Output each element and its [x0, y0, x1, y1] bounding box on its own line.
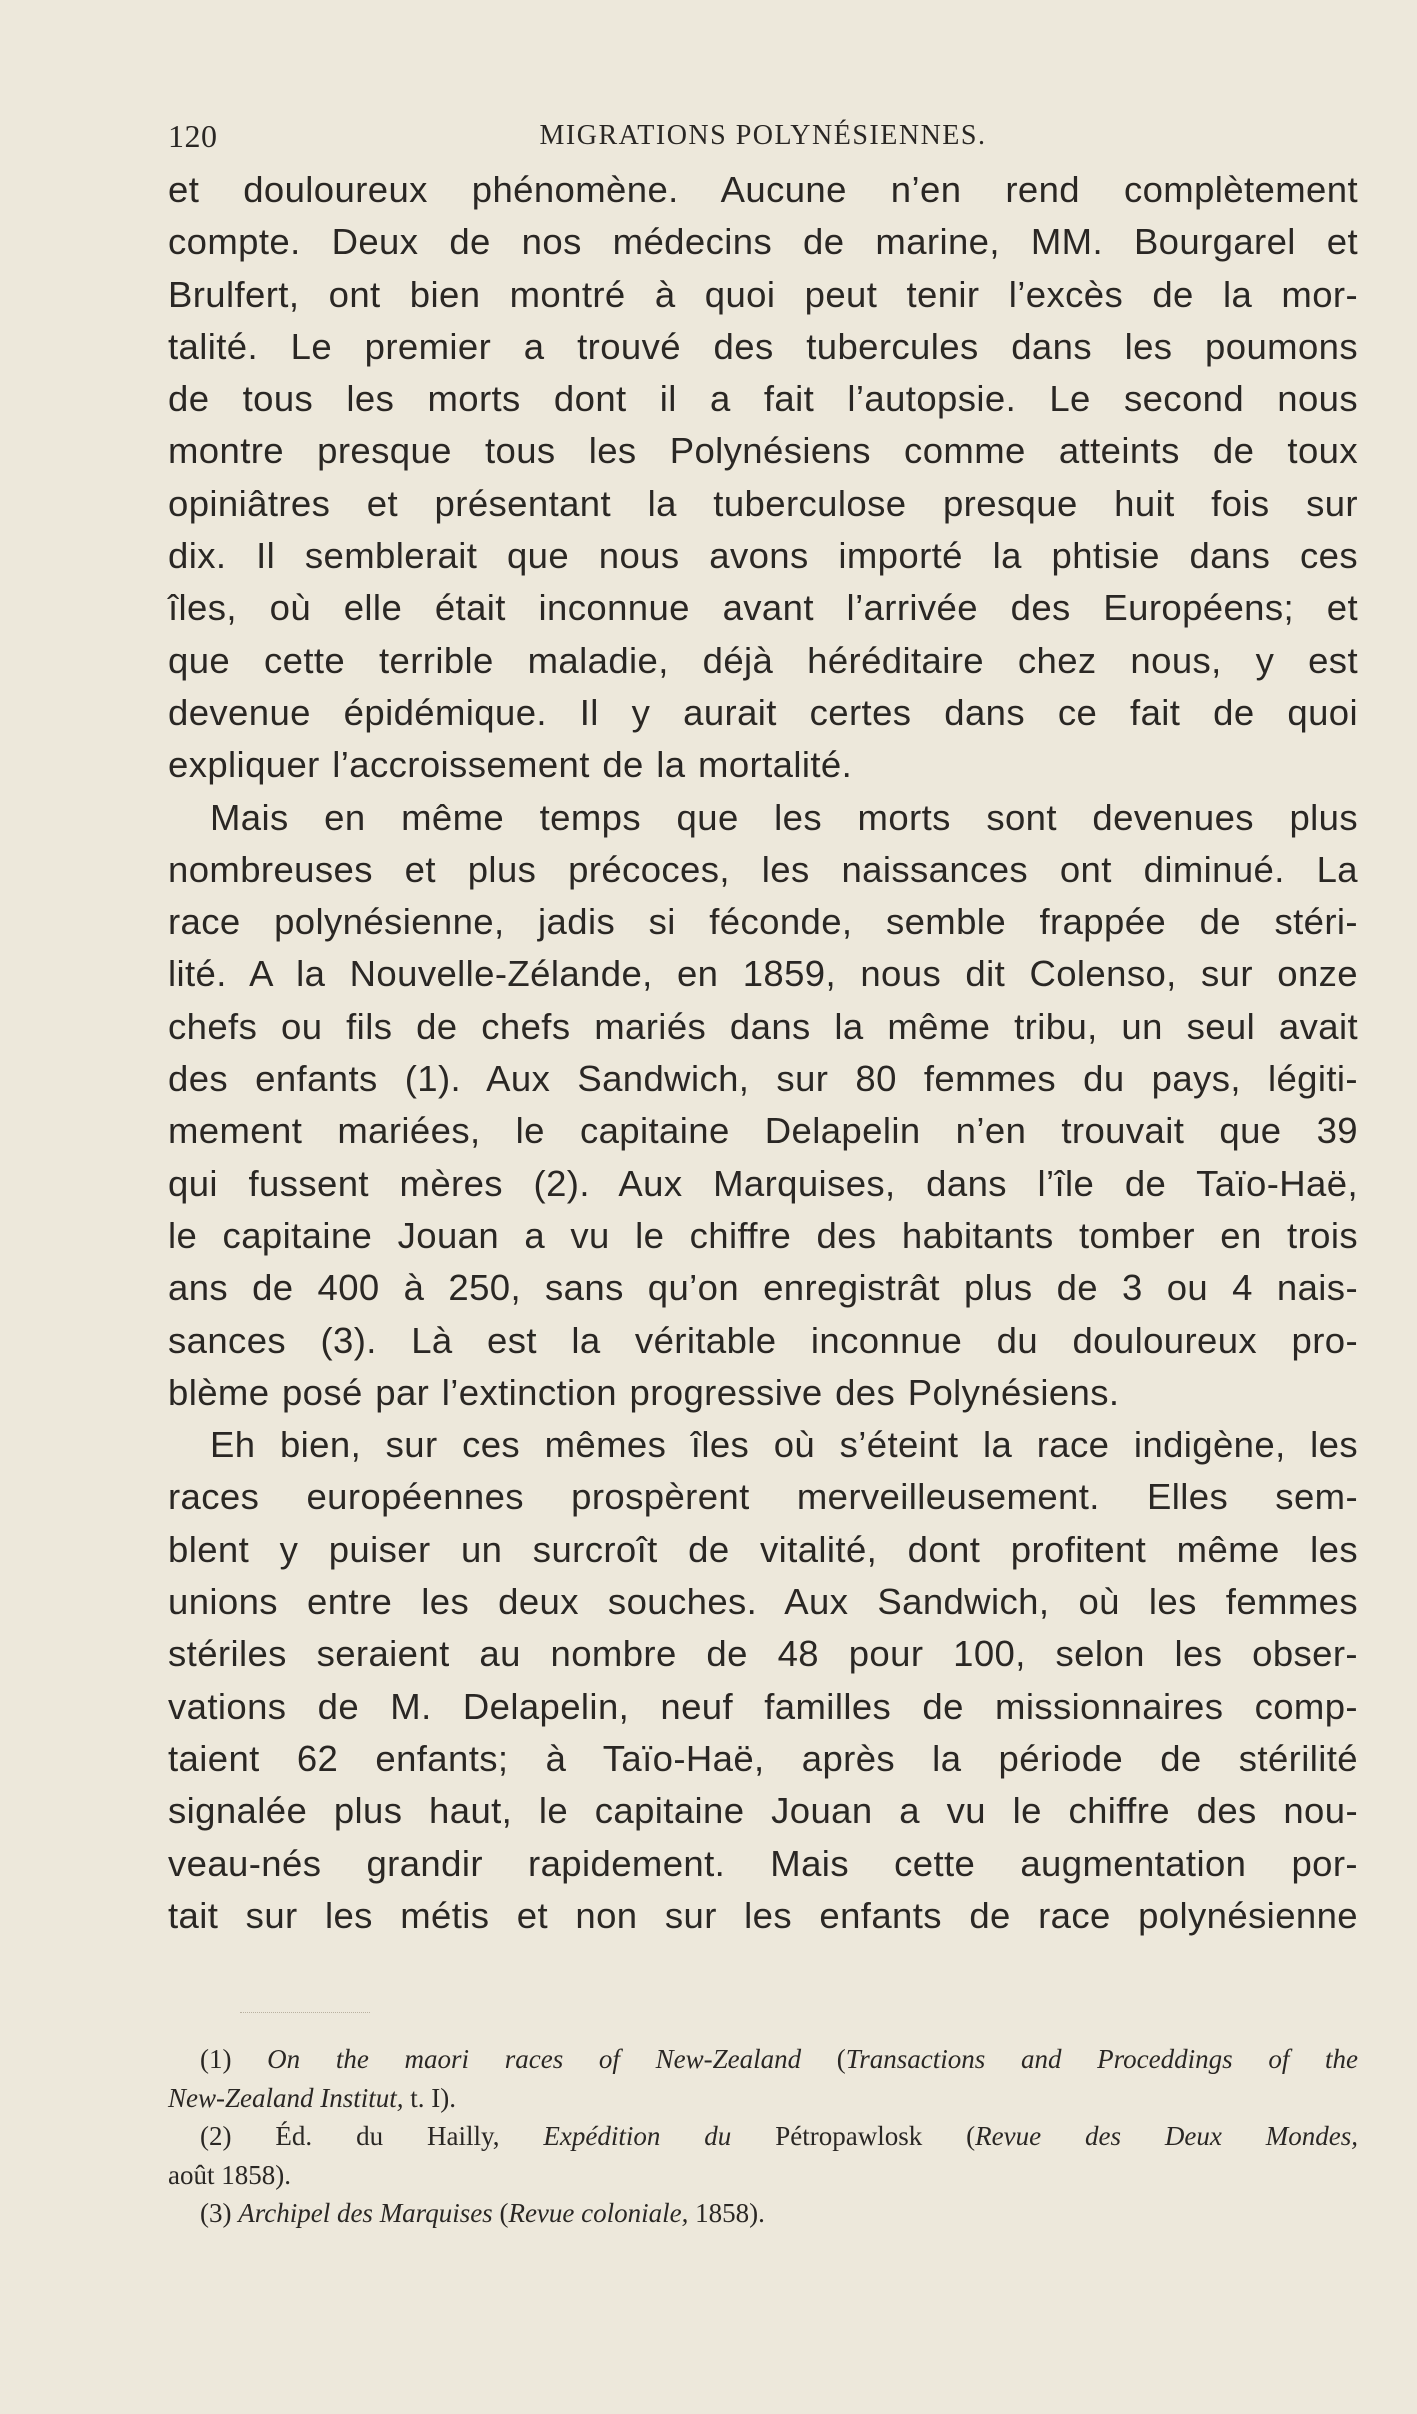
footnote-2-continued — [168, 2156, 1358, 2195]
text-line: talité. Le premier a trouvé des tubercules dans les poumons — [168, 325, 1358, 367]
text-line: montre presque tous les Polynésiens comme atteints de toux — [168, 430, 1358, 472]
footnote-paren: ( — [836, 2044, 846, 2074]
footnote-title: Archipel des Marquises — [238, 2198, 493, 2228]
text-line: de tous les morts dont il a fait l’autopsie. Le second nous — [168, 378, 1358, 420]
text-line: lité. A la Nouvelle-Zélande, en 1859, nous dit Colenso, sur onze — [168, 953, 1358, 995]
footnote-source-cont: New-Zealand Institut, — [168, 2082, 404, 2113]
footnote-3 — [168, 2194, 1358, 2233]
footnote-separator — [240, 2012, 370, 2013]
footnote-author: Éd. du Hailly, — [275, 2121, 500, 2151]
text-line: mement mariées, le capitaine Delapelin n’en trouvait que 39 — [168, 1110, 1358, 1152]
footnote-marker: (2) — [200, 2121, 232, 2151]
footnote-1-continued — [168, 2079, 1358, 2118]
footnote-title: Expédition — [543, 2121, 661, 2151]
footnote-place: Pétropawlosk — [775, 2121, 923, 2151]
text-line: opiniâtres et présentant la tuberculose presque huit fois sur — [168, 482, 1358, 524]
text-line: chefs ou fils de chefs mariés dans la même tribu, un seul avait — [168, 1005, 1358, 1047]
footnote-paren: ( — [966, 2121, 976, 2151]
text-line: sances (3). Là est la véritable inconnue du douloureux pro- — [168, 1319, 1358, 1361]
text-line: Brulfert, ont bien montré à quoi peut tenir l’excès de la mor- — [168, 273, 1358, 315]
footnote-journal: Revue des Deux Mondes, — [975, 2121, 1359, 2151]
text-line: veau-nés grandir rapidement. Mais cette augmentation por- — [168, 1842, 1358, 1884]
body-text — [168, 164, 1358, 1942]
text-line: stériles seraient au nombre de 48 pour 100, selon les obser- — [168, 1633, 1358, 1675]
text-line: Eh bien, sur ces mêmes îles où s’éteint la race indigène, les — [210, 1424, 1358, 1466]
footnote-1 — [168, 2040, 1358, 2079]
footnote-marker: (3) — [200, 2198, 232, 2228]
text-line: taient 62 enfants; à Taïo-Haë, après la période de stérilité — [168, 1737, 1358, 1779]
text-line: race polynésienne, jadis si féconde, semble frappée de stéri- — [168, 901, 1358, 943]
footnote-title: On the maori races of New-Zealand — [267, 2044, 802, 2074]
footnote-2 — [168, 2117, 1358, 2156]
text-line: expliquer l’accroissement de la mortalité. — [168, 744, 853, 786]
page-number: 120 — [168, 118, 218, 154]
text-line: ans de 400 à 250, sans qu’on enregistrât plus de 3 ou 4 nais- — [168, 1267, 1358, 1309]
footnote-word: du — [704, 2121, 732, 2151]
page-header — [168, 118, 1358, 158]
footnote-date: août 1858). — [168, 2159, 291, 2190]
text-line: devenue épidémique. Il y aurait certes dans ce fait de quoi — [168, 691, 1358, 733]
text-line: le capitaine Jouan a vu le chiffre des habitants tomber en trois — [168, 1214, 1358, 1256]
footnote-marker: (1) — [200, 2044, 232, 2074]
footnote-source: Transactions and Proceddings of the — [845, 2044, 1359, 2074]
text-line: blème posé par l’extinction progressive des Polynésiens. — [168, 1371, 1120, 1413]
text-line: races européennes prospèrent merveilleusement. Elles sem- — [168, 1476, 1358, 1518]
footnote-journal: Revue coloniale, — [508, 2198, 689, 2228]
text-line: signalée plus haut, le capitaine Jouan a vu le chiffre des nou- — [168, 1790, 1358, 1832]
text-line: et douloureux phénomène. Aucune n’en rend complètement — [168, 169, 1358, 210]
text-line: Mais en même temps que les morts sont devenues plus — [210, 796, 1358, 838]
text-line: unions entre les deux souches. Aux Sandwich, où les femmes — [168, 1581, 1358, 1623]
footnote-paren: ( — [499, 2198, 509, 2228]
text-line: que cette terrible maladie, déjà héréditaire chez nous, y est — [168, 639, 1358, 681]
footnotes — [168, 2040, 1358, 2233]
text-line: îles, où elle était inconnue avant l’arrivée des Européens; et — [168, 587, 1358, 629]
footnote-date: 1858). — [695, 2198, 765, 2228]
running-title: MIGRATIONS POLYNÉSIENNES. — [539, 120, 987, 151]
text-line: des enfants (1). Aux Sandwich, sur 80 femmes du pays, légiti- — [168, 1058, 1358, 1100]
text-line: nombreuses et plus précoces, les naissances ont diminué. La — [168, 848, 1358, 890]
footnote-reference: t. I). — [410, 2082, 456, 2113]
text-line: dix. Il semblerait que nous avons importé la phtisie dans ces — [168, 535, 1358, 577]
text-line: tait sur les métis et non sur les enfants de race polynésienne — [168, 1894, 1358, 1936]
text-line: compte. Deux de nos médecins de marine, MM. Bourgarel et — [168, 221, 1358, 263]
text-line: vations de M. Delapelin, neuf familles de missionnaires comp- — [168, 1685, 1358, 1727]
text-line: blent y puiser un surcroît de vitalité, dont profitent même les — [168, 1528, 1358, 1570]
text-line: qui fussent mères (2). Aux Marquises, dans l’île de Taïo-Haë, — [168, 1162, 1358, 1204]
